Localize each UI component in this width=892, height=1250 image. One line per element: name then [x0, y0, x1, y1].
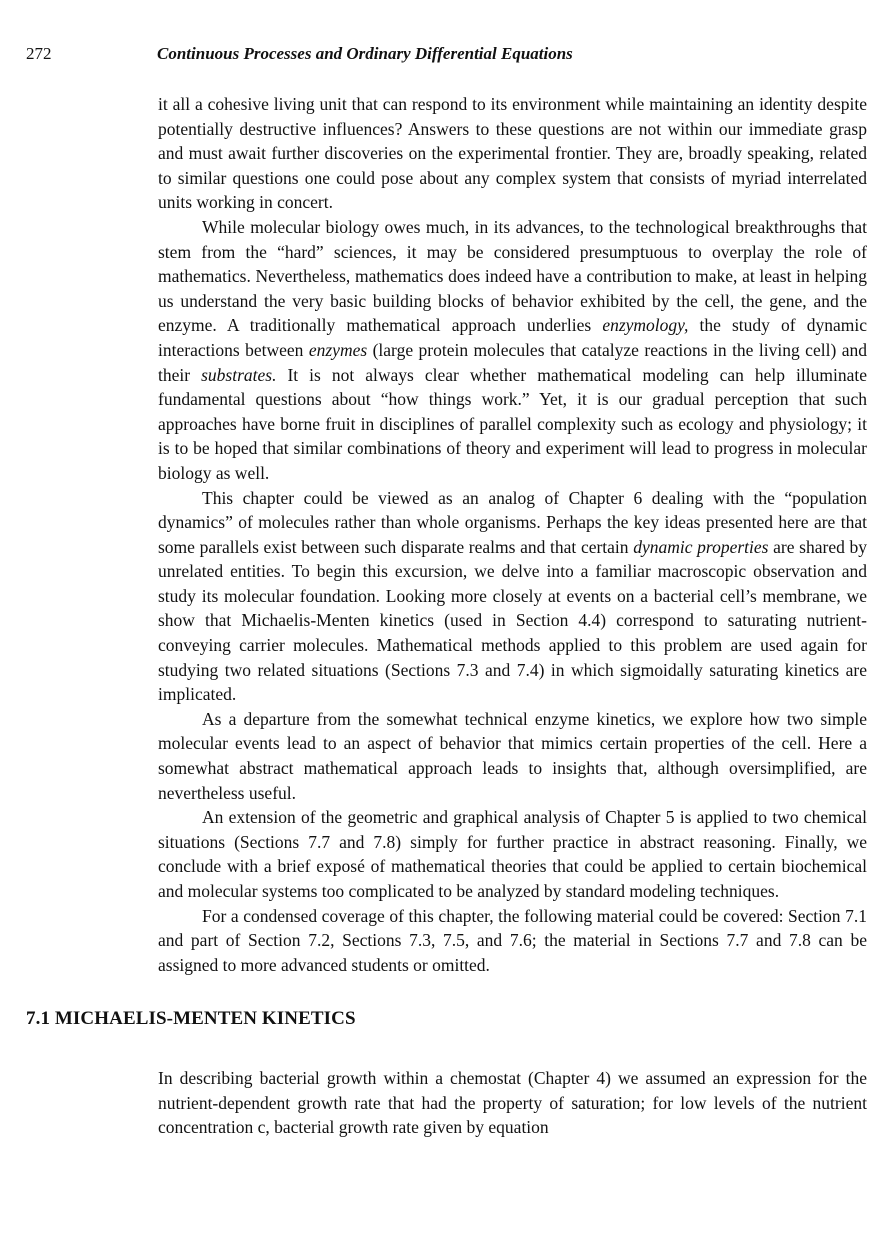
- paragraph-3: This chapter could be viewed as an analog of Chapter 6 dealing with the “population dynamics” of molecules rather than whole organisms. Perhaps the key ideas presented here are that some parallels exist between such disparate realms and that certain dynamic properties are shared by unrelated entities. To begin this excursion, we delve into a familiar macroscopic observation and study its molecular foundation. Looking more closely at events on a bacterial cell’s membrane, we show that Michaelis-Menten kinetics (used in Section 4.4) correspond to saturating nutrient-conveying carrier molecules. Mathematical methods applied to this problem are used again for studying two related situations (Sections 7.3 and 7.4) in which sigmoidally saturating kinetics are implicated.: [158, 487, 867, 705]
- page-header: [26, 44, 872, 68]
- paragraph-4: As a departure from the somewhat technical enzyme kinetics, we explore how two simple molecular events lead to an aspect of behavior that mimics certain properties of the cell. Here a somewhat abstract mathematical approach leads to insights that, although oversimplified, are nevertheless useful.: [158, 708, 867, 803]
- running-title: Continuous Processes and Ordinary Differential Equations: [157, 44, 573, 63]
- paragraph-2: While molecular biology owes much, in its advances, to the technological breakthroughs that stem from the “hard” sciences, it may be considered presumptuous to overplay the role of mathematics. Nevertheless, mathematics does indeed have a contribution to make, at least in helping us understand the very basic building blocks of behavior exhibited by the cell, the gene, and the enzyme. A traditionally mathematical approach underlies enzymology, the study of dynamic interactions between enzymes (large protein molecules that catalyze reactions in the living cell) and their substrates. It is not always clear whether mathematical modeling can help illuminate fundamental questions about “how things work.” Yet, it is our gradual perception that such approaches have borne fruit in disciplines of parallel complexity such as ecology and physiology; it is to be hoped that similar combinations of theory and experiment will lead to progress in molecular biology as well.: [158, 216, 867, 483]
- section-body: [158, 1066, 867, 1140]
- paragraph-1: it all a cohesive living unit that can respond to its environment while maintaining an identity despite potentially destructive influences? Answers to these questions are not within our immediate grasp and must await further discoveries on the experimental frontier. They are, broadly speaking, related to similar questions one could pose about any complex system that consists of myriad interrelated units working in concert.: [158, 94, 867, 213]
- term-dynamic-properties: dynamic properties: [633, 536, 769, 557]
- paragraph-5: An extension of the geometric and graphical analysis of Chapter 5 is applied to two chemical situations (Sections 7.7 and 7.8) simply for further practice in abstract reasoning. Finally, we conclude with a brief exposé of mathematical theories that could be applied to certain biochemical and molecular systems too complicated to be analyzed by standard modeling techniques.: [158, 807, 867, 901]
- page-number: 272: [26, 44, 52, 63]
- body-text: [158, 92, 867, 977]
- section-heading: 7.1 MICHAELIS-MENTEN KINETICS: [26, 1008, 356, 1029]
- paragraph-6: For a condensed coverage of this chapter, the following material could be covered: Section 7.1 and part of Section 7.2, Sections 7.3, 7.5, and 7.6; the material in Sections 7.7 and 7.8 can be assigned to more advanced students or omitted.: [158, 905, 867, 975]
- term-enzymes: enzymes: [308, 339, 368, 360]
- term-enzymology: enzymology,: [602, 315, 689, 336]
- section-paragraph: In describing bacterial growth within a chemostat (Chapter 4) we assumed an expression for the nutrient-dependent growth rate that had the property of saturation; for low levels of the nutrient concentration c, bacterial growth rate given by equation: [158, 1068, 867, 1138]
- term-substrates: substrates.: [201, 364, 277, 385]
